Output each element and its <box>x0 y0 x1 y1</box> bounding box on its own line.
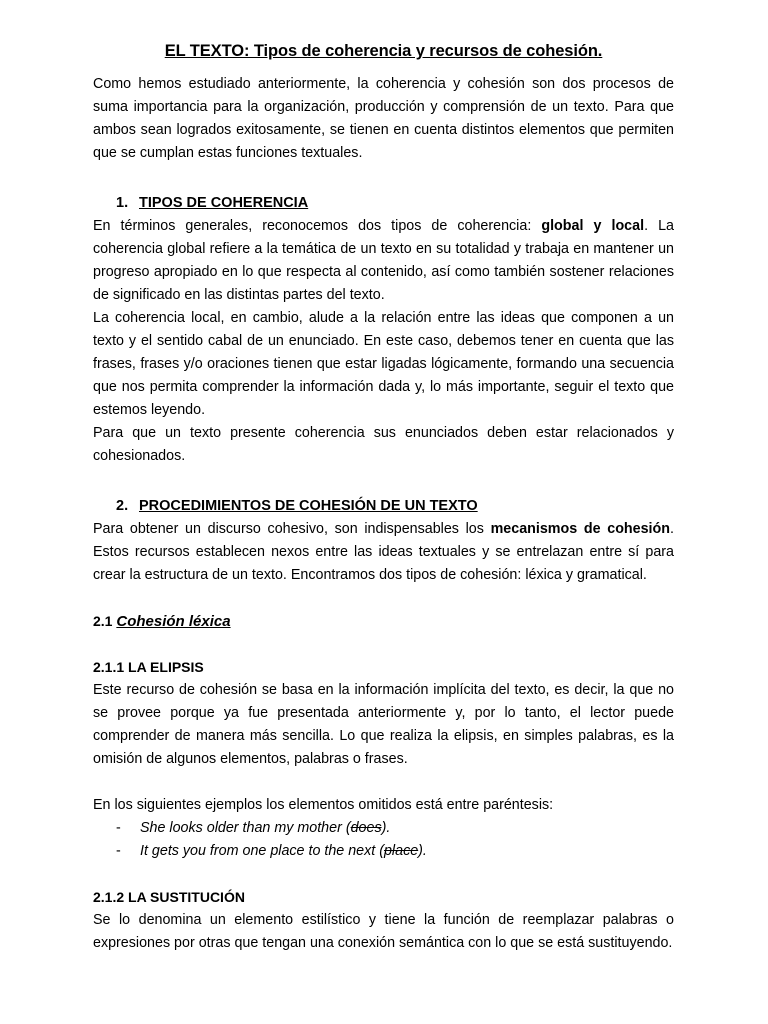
spacer <box>93 587 674 610</box>
list-dash: - <box>116 820 121 836</box>
section-2-1-2-heading: 2.1.2 LA SUSTITUCIÓN <box>93 889 245 905</box>
spacer <box>93 165 674 192</box>
section-2-heading <box>116 495 674 518</box>
text-run: Para obtener un discurso cohesivo, son indispensables los <box>93 521 491 537</box>
section-1-heading <box>116 192 674 215</box>
example-item <box>93 840 674 863</box>
intro-paragraph: Como hemos estudiado anteriormente, la coherencia y cohesión son dos procesos de suma importancia para la organización, producción y comprensión de un texto. Para que ambos sean logrados exitosamente, se tienen en cuenta distintos elementos que permiten que se cumplan estas funciones textuales. <box>93 76 674 161</box>
section-2-1-title: Cohesión léxica <box>116 613 231 630</box>
list-dash: - <box>116 843 121 859</box>
text-run: . La coherencia global refiere a la temática de un texto en su totalidad y trabaja en mantener un progreso apropiado en lo que respecta al contenido, así como también sostener relaciones de significado en las distintas partes del texto. <box>93 218 674 303</box>
section-1-paragraph-1 <box>93 215 674 307</box>
spacer <box>93 468 674 495</box>
spacer <box>93 771 674 794</box>
section-2-1-1-paragraph: Este recurso de cohesión se basa en la información implícita del texto, es decir, la que no se provee porque ya fue presentada anteriormente y, por lo tanto, el lector puede comprender de manera más sencilla. Lo que realiza la elipsis, en simples palabras, es la omisión de algunos elementos, palabras o frases. <box>93 682 674 767</box>
section-2-1-2-paragraph: Se lo denomina un elemento estilístico y tiene la función de reemplazar palabras o expresiones por otras que tengan una conexión semántica con lo que se está sustituyendo. <box>93 912 674 951</box>
section-1-number: 1. <box>116 195 129 211</box>
bold-term-global-local: global y local <box>541 218 645 234</box>
text-run: It gets you from one place to the next ( <box>140 843 384 859</box>
section-1-title: TIPOS DE COHERENCIA <box>139 195 309 211</box>
document-title: EL TEXTO: Tipos de coherencia y recursos de cohesión. <box>164 42 603 60</box>
examples-list <box>93 817 674 863</box>
section-2-1-number: 2.1 <box>93 613 113 629</box>
bold-term-mecanismos: mecanismos de cohesión <box>490 521 670 537</box>
section-2-title: PROCEDIMIENTOS DE COHESIÓN DE UN TEXTO <box>139 498 478 514</box>
section-1-paragraph-2: La coherencia local, en cambio, alude a la relación entre las ideas que componen a un texto y el sentido cabal de un enunciado. En este caso, debemos tener en cuenta que las frases, frases y/o oraciones tienen que estar ligadas lógicamente, formando una secuencia que nos permita comprender la información dada y, lo más importante, seguir el texto que estemos leyendo. <box>93 310 674 418</box>
section-2-1-1-heading: 2.1.1 LA ELIPSIS <box>93 659 204 675</box>
text-run: She looks older than my mother ( <box>140 820 351 836</box>
section-2-number: 2. <box>116 498 129 514</box>
text-run: En términos generales, reconocemos dos tipos de coherencia: <box>93 218 542 234</box>
text-run: . Estos recursos establecen nexos entre las ideas textuales y se entrelazan entre sí para crear la estructura de un texto. Encontramos dos tipos de cohesión: léxica y gramatical. <box>93 521 674 583</box>
text-run: ). <box>418 843 427 859</box>
examples-intro: En los siguientes ejemplos los elementos omitidos está entre paréntesis: <box>93 797 554 813</box>
omitted-word: place <box>383 843 419 859</box>
spacer <box>93 863 674 886</box>
section-2-1-heading <box>93 610 674 633</box>
section-2-paragraph-1 <box>93 518 674 587</box>
spacer <box>93 633 674 656</box>
text-run: ). <box>381 820 391 836</box>
example-item <box>93 817 674 840</box>
omitted-word: does <box>350 820 382 836</box>
section-1-paragraph-3: Para que un texto presente coherencia sus enunciados deben estar relacionados y cohesionados. <box>93 425 674 464</box>
